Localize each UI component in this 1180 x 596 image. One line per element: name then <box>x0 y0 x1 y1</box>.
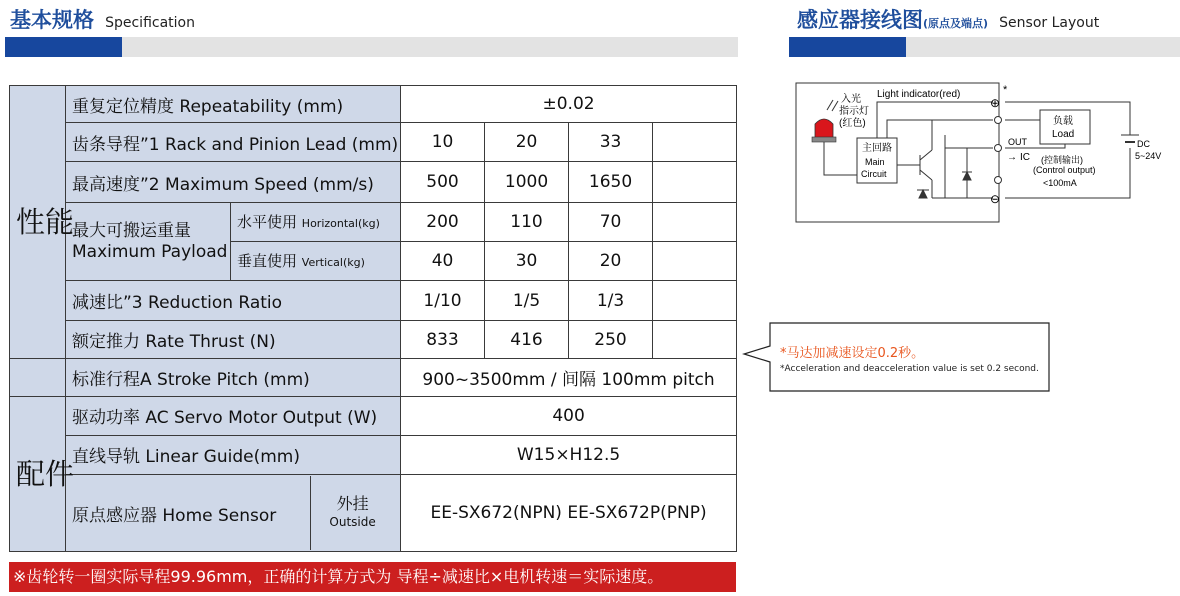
sensor-wiring-diagram <box>795 80 1180 230</box>
spec-header-bar <box>5 37 738 57</box>
acceleration-callout <box>742 322 1052 398</box>
vertical-zh: 垂直使用 <box>237 252 298 271</box>
terminal-out <box>995 145 1002 152</box>
thrust-empty <box>653 321 737 358</box>
ic-label: IC <box>1020 152 1030 163</box>
row-stroke <box>10 358 737 396</box>
thrust-value: 250 <box>569 321 653 358</box>
row-payload-horizontal <box>10 203 737 241</box>
spec-section-header <box>10 4 195 34</box>
footnote-bar: ※齿轮转一圈实际导程99.96mm，正确的计算方式为 导程÷减速比×电机转速＝实际速度。 <box>9 562 736 592</box>
light-indicator-label: Light indicator(red) <box>877 89 961 100</box>
speed-value: 1000 <box>485 161 569 202</box>
lead-value: 10 <box>401 123 485 161</box>
ic-arrow: → <box>1007 152 1017 163</box>
payload-vertical-label <box>231 241 401 280</box>
incident-label-2: 指示灯 <box>839 106 869 117</box>
load-zh: 负载 <box>1053 116 1073 127</box>
sensor-title: 感应器接线图 <box>797 8 923 32</box>
vertical-en: Vertical(kg) <box>301 256 365 270</box>
lead-empty <box>653 123 737 161</box>
home-sensor-label <box>66 475 401 552</box>
incident-label-3: (红色) <box>839 118 866 129</box>
spec-table <box>9 85 737 552</box>
terminal-asterisk: * <box>1003 84 1008 96</box>
zener-icon <box>917 190 929 198</box>
home-sensor-outside <box>311 476 394 550</box>
thrust-value: 833 <box>401 321 485 358</box>
reduction-value: 1/10 <box>401 281 485 321</box>
dc-label: DC <box>1137 139 1150 149</box>
motor-label: 驱动功率 AC Servo Motor Output (W) <box>66 397 401 435</box>
load-en: Load <box>1052 129 1075 140</box>
reduction-value: 1/3 <box>569 281 653 321</box>
group-accessories: 配件 <box>10 397 66 552</box>
row-guide <box>10 435 737 474</box>
guide-label: 直线导轨 Linear Guide(mm) <box>66 435 401 474</box>
speed-label: 最高速度”2 Maximum Speed (mm/s) <box>66 161 401 202</box>
terminal-mid <box>995 177 1002 184</box>
group-performance: 性能 <box>10 86 66 359</box>
repeatability-value: ±0.02 <box>401 86 737 123</box>
speed-empty <box>653 161 737 202</box>
home-sensor-value: EE-SX672(NPN) EE-SX672P(PNP) <box>401 475 737 552</box>
sensor-header-bar <box>789 37 1180 57</box>
horizontal-zh: 水平使用 <box>237 213 298 232</box>
diode-icon <box>962 148 972 198</box>
terminal-plus: ⊕ <box>990 96 1001 110</box>
home-sensor-inner <box>72 476 394 550</box>
payload-horizontal-value: 200 <box>401 203 485 241</box>
sensor-section-header <box>797 4 1099 34</box>
stroke-label: 标准行程A Stroke Pitch (mm) <box>66 358 401 396</box>
callout-zh: *马达加减速设定0.2秒。 <box>780 346 925 361</box>
terminal-l <box>995 117 1002 124</box>
stroke-value: 900~3500mm / 间隔 100mm pitch <box>401 358 737 396</box>
payload-horizontal-value: 110 <box>485 203 569 241</box>
reduction-value: 1/5 <box>485 281 569 321</box>
outside-en: Outside <box>329 515 376 530</box>
transistor-icon <box>897 120 993 198</box>
group-performance-tail <box>10 358 66 396</box>
payload-label-en: Maximum Payload <box>72 241 228 262</box>
current-limit: <100mA <box>1043 178 1077 188</box>
control-zh: (控制输出) <box>1041 155 1083 165</box>
spec-subtitle: Specification <box>105 15 195 31</box>
payload-vertical-value: 20 <box>569 241 653 280</box>
payload-horizontal-empty <box>653 203 737 241</box>
lead-value: 20 <box>485 123 569 161</box>
row-motor <box>10 397 737 435</box>
speed-value: 1650 <box>569 161 653 202</box>
repeatability-label: 重复定位精度 Repeatability (mm) <box>66 86 401 123</box>
motor-value: 400 <box>401 397 737 435</box>
control-en: (Control output) <box>1033 165 1096 175</box>
outside-zh: 外挂 <box>336 494 369 514</box>
led-icon <box>812 100 838 142</box>
callout-en: *Acceleration and deacceleration value is set 0.2 second. <box>780 364 1039 374</box>
row-repeatability <box>10 86 737 123</box>
payload-vertical-empty <box>653 241 737 280</box>
out-label: OUT <box>1008 137 1027 147</box>
horizontal-en: Horizontal(kg) <box>301 217 380 231</box>
thrust-label: 额定推力 Rate Thrust (N) <box>66 321 401 358</box>
payload-vertical-value: 30 <box>485 241 569 280</box>
payload-vertical-value: 40 <box>401 241 485 280</box>
lead-value: 33 <box>569 123 653 161</box>
sensor-subtitle: Sensor Layout <box>999 15 1100 31</box>
main-circuit-en-1: Main <box>865 157 885 167</box>
incident-label-1: 入光 <box>841 94 861 105</box>
payload-label <box>66 203 231 281</box>
lead-label: 齿条导程”1 Rack and Pinion Lead (mm) <box>66 123 401 161</box>
spec-title: 基本规格 <box>10 8 94 32</box>
sensor-title-note: (原点及端点) <box>923 17 989 30</box>
row-lead <box>10 123 737 161</box>
row-speed <box>10 161 737 202</box>
reduction-label: 减速比”3 Reduction Ratio <box>66 281 401 321</box>
main-circuit-zh: 主回路 <box>862 143 892 154</box>
payload-label-zh: 最大可搬运重量 <box>72 220 191 241</box>
main-circuit-en-2: Circuit <box>861 169 887 179</box>
row-home-sensor <box>10 475 737 552</box>
payload-horizontal-label <box>231 203 401 241</box>
thrust-value: 416 <box>485 321 569 358</box>
speed-value: 500 <box>401 161 485 202</box>
reduction-empty <box>653 281 737 321</box>
row-thrust <box>10 321 737 358</box>
terminal-minus: ⊖ <box>990 192 1001 206</box>
guide-value: W15×H12.5 <box>401 435 737 474</box>
voltage-label: 5~24V <box>1135 151 1162 161</box>
row-reduction <box>10 281 737 321</box>
home-sensor-text: 原点感应器 Home Sensor <box>72 505 277 526</box>
payload-horizontal-value: 70 <box>569 203 653 241</box>
